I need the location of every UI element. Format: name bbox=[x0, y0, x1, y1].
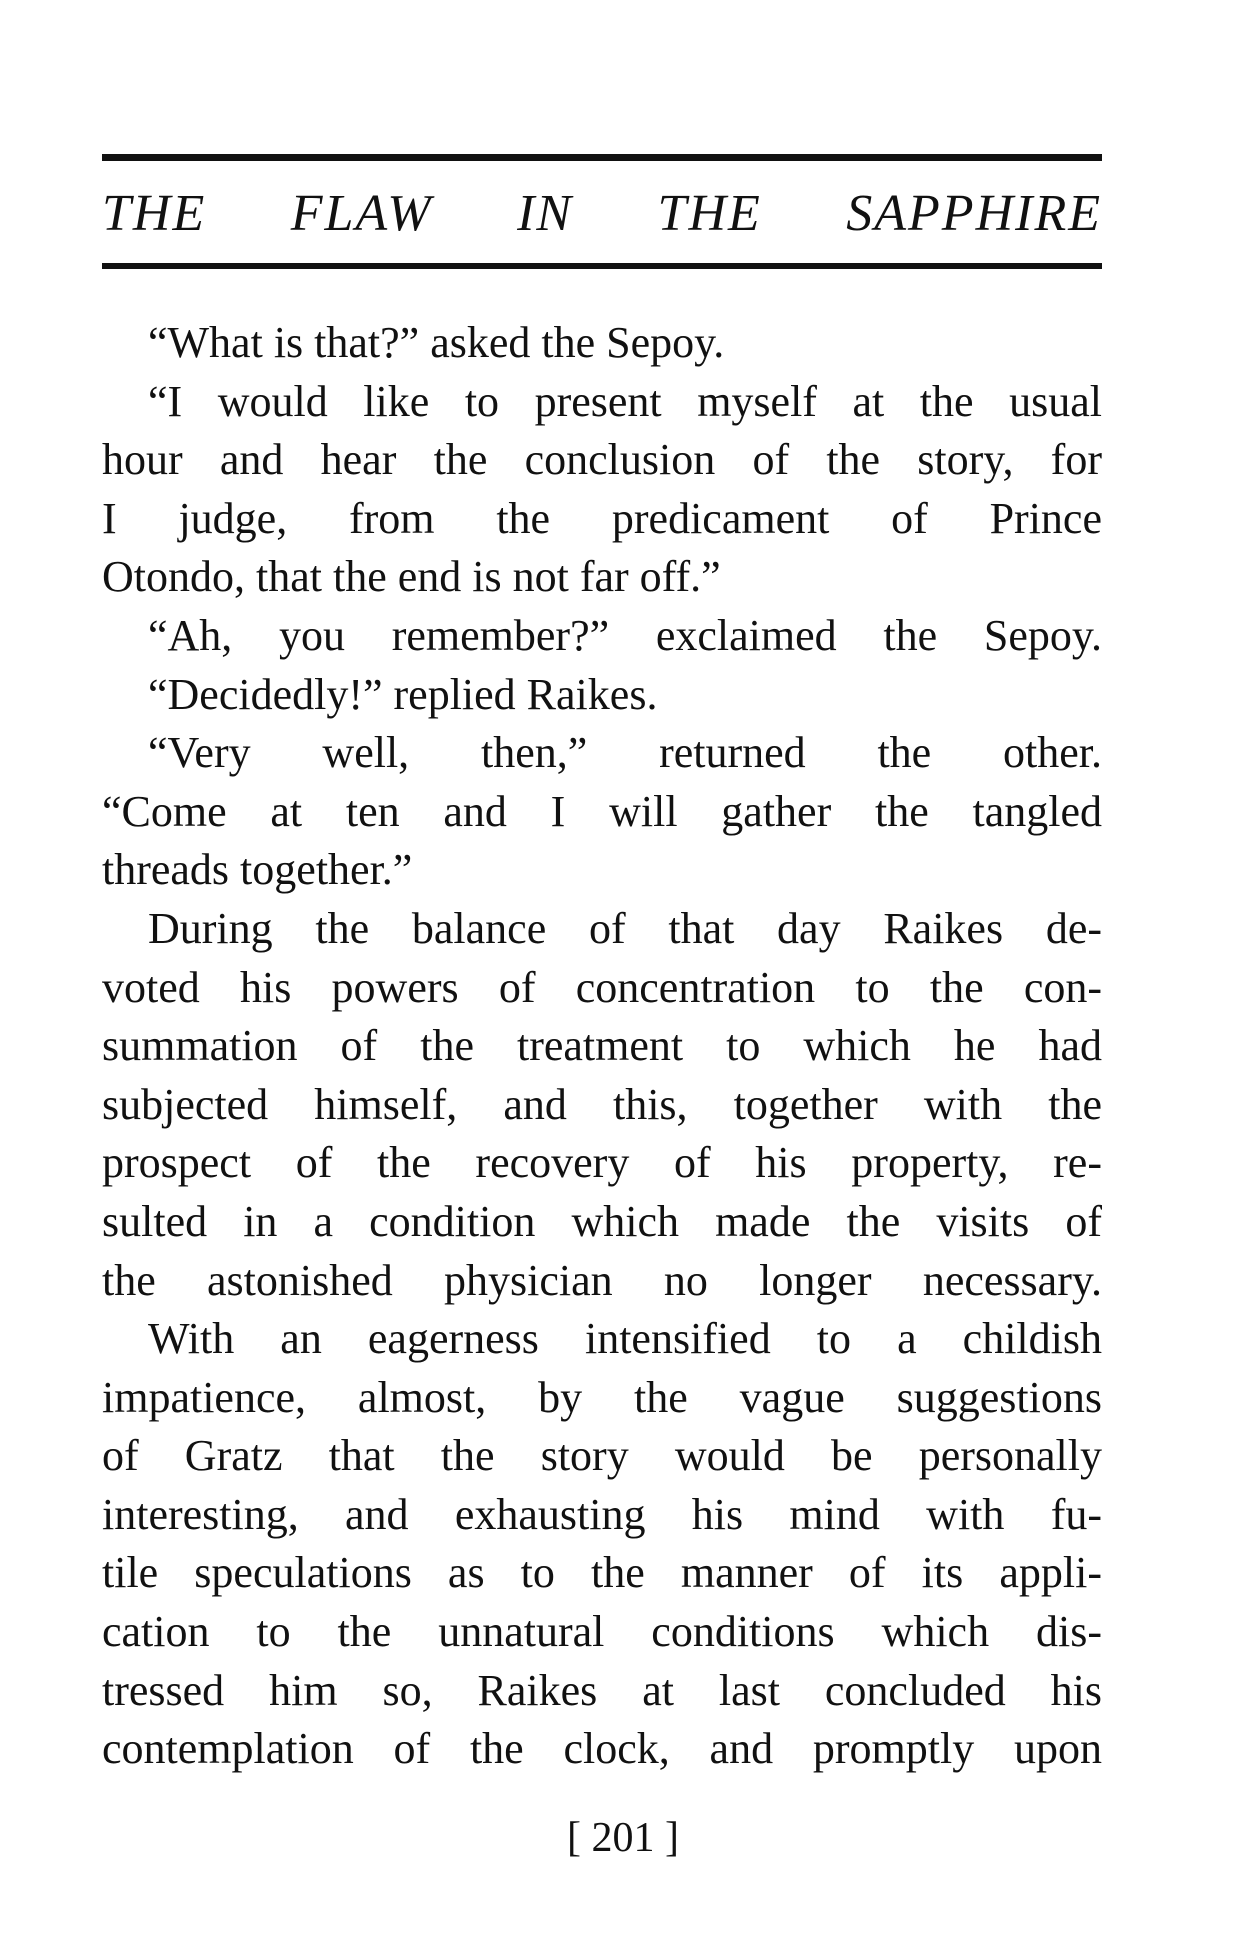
text-line: summation of the treatment to which he had bbox=[102, 1021, 1102, 1071]
text-line: of Gratz that the story would be personally bbox=[102, 1431, 1102, 1481]
text-line: tile speculations as to the manner of its appli- bbox=[102, 1548, 1102, 1598]
text-line: I judge, from the predicament of Prince bbox=[102, 493, 1102, 543]
header-rule-bottom bbox=[102, 263, 1102, 269]
text-line: cation to the unnatural conditions which dis- bbox=[102, 1607, 1102, 1657]
running-head-word: FLAW bbox=[290, 184, 433, 242]
text-line: contemplation of the clock, and promptly upon bbox=[102, 1724, 1102, 1774]
text-line: the astonished physician no longer necessary. bbox=[102, 1255, 1102, 1305]
text-line: hour and hear the conclusion of the story, for bbox=[102, 435, 1102, 485]
text-line: “I would like to present myself at the usual bbox=[148, 376, 1102, 426]
text-line: impatience, almost, by the vague suggestions bbox=[102, 1372, 1102, 1422]
text-line: With an eagerness intensified to a childish bbox=[148, 1314, 1102, 1364]
text-line: “Decidedly!” replied Raikes. bbox=[148, 669, 658, 719]
body-text bbox=[102, 314, 1102, 1779]
text-line: During the balance of that day Raikes de- bbox=[148, 903, 1102, 953]
text-line: “What is that?” asked the Sepoy. bbox=[148, 318, 725, 367]
text-line: “Come at ten and I will gather the tangled bbox=[102, 786, 1102, 836]
running-head-word: THE bbox=[102, 184, 207, 242]
text-line: voted his powers of concentration to the con- bbox=[102, 962, 1102, 1012]
text-line: Otondo, that the end is not far off.” bbox=[102, 552, 721, 602]
text-line: interesting, and exhausting his mind with fu- bbox=[102, 1489, 1102, 1539]
page-number: [ 201 ] bbox=[567, 1815, 679, 1861]
text-line: “Very well, then,” returned the other. bbox=[148, 728, 1102, 778]
running-head-word: IN bbox=[517, 184, 574, 242]
text-line: subjected himself, and this, together with the bbox=[102, 1079, 1102, 1129]
running-head-word: THE bbox=[657, 184, 762, 242]
text-line: tressed him so, Raikes at last concluded his bbox=[102, 1665, 1102, 1715]
running-head bbox=[102, 178, 1102, 248]
text-line: prospect of the recovery of his property, re- bbox=[102, 1138, 1102, 1188]
text-line: sulted in a condition which made the visits of bbox=[102, 1196, 1102, 1246]
text-line: “Ah, you remember?” exclaimed the Sepoy. bbox=[148, 610, 1102, 660]
text-line: threads together.” bbox=[102, 845, 413, 895]
header-rule-top bbox=[102, 154, 1102, 161]
running-head-word: SAPPHIRE bbox=[846, 184, 1102, 242]
